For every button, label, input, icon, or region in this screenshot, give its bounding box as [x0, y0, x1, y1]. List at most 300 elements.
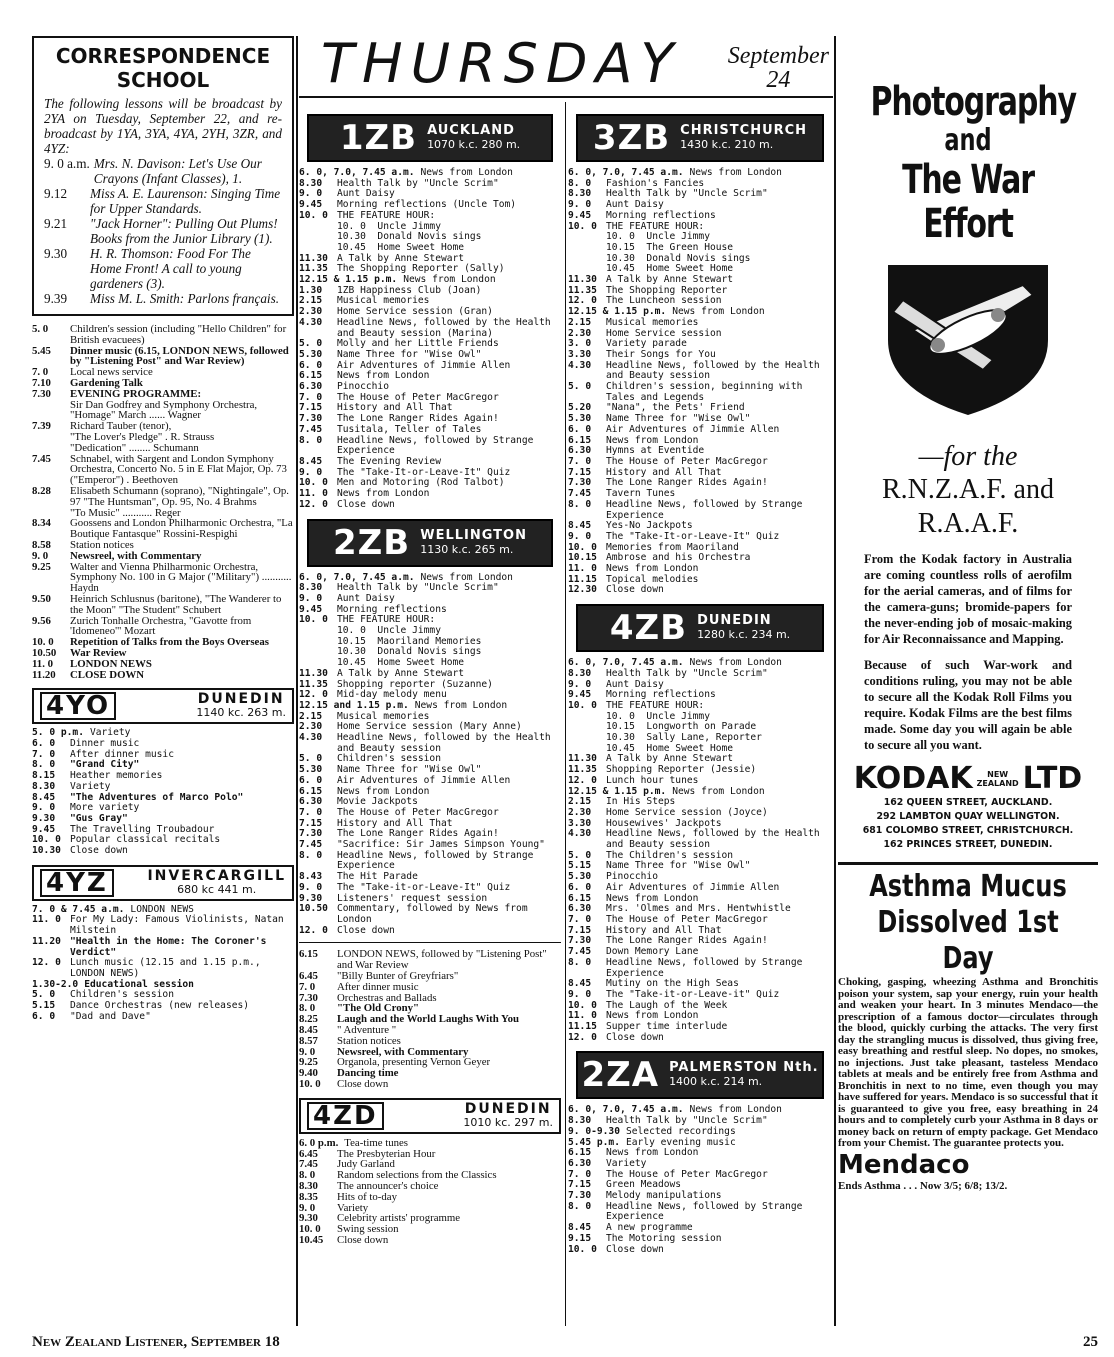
programme-time: 11.15: [568, 1021, 597, 1033]
programme-time: 10.15: [568, 552, 597, 564]
4zd-programme-list: [299, 1138, 561, 1246]
programme-title: The Motoring session: [606, 1232, 722, 1244]
programme-time: 12. 0: [568, 1031, 597, 1043]
programme-time: 5. 0: [568, 381, 592, 393]
programme-time: [299, 647, 337, 658]
programme-title: Variety: [337, 1201, 369, 1214]
column-rule: [565, 102, 566, 1326]
programme-time: 6. 0: [299, 774, 323, 786]
station-header-4zd: [299, 1098, 561, 1134]
lesson-item: [44, 246, 282, 291]
programme-title: " Adventure ": [337, 1023, 397, 1036]
programme-item: [32, 659, 294, 670]
programme-title: "The Lover's Pledge" . R. Strauss: [70, 430, 215, 443]
programme-time: 7.30: [299, 991, 318, 1004]
programme-time: 1.30: [299, 284, 323, 296]
programme-time: 10.30: [32, 845, 61, 857]
kodak-nz-2: ZEALAND: [976, 778, 1019, 788]
programme-title: Lunch hour tunes: [606, 774, 699, 786]
programme-time: 8.30: [568, 1115, 592, 1127]
programme-title: News from London: [420, 571, 513, 583]
2zb-programme-list: [299, 573, 561, 937]
programme-title: The Shopping Reporter (Sally): [337, 263, 505, 275]
programme-time: 7.15: [568, 924, 592, 936]
programme-time: 8.34: [32, 517, 51, 530]
programme-time: 9.45: [568, 209, 592, 221]
programme-time: [568, 232, 606, 243]
programme-title: Aunt Daisy: [337, 188, 395, 200]
programme-time: 8.58: [32, 538, 51, 551]
programme-time: 10. 0: [568, 1243, 597, 1255]
programme-title: Air Adventures of Jimmie Allen: [606, 423, 780, 435]
programme-time: 12. 0: [299, 498, 328, 510]
programme-time: 10. 0: [568, 541, 597, 553]
programme-title: Aunt Daisy: [606, 678, 664, 690]
programme-time: 7.45: [299, 1158, 318, 1171]
programme-title: "Dedication" ........ Schumann: [70, 441, 199, 454]
programme-title: In His Steps: [606, 796, 676, 808]
programme-item: [299, 594, 561, 605]
programme-time: 9.56: [32, 614, 51, 627]
programme-title: "Homage" March ...... Wagner: [70, 409, 201, 422]
programme-time: 9.25: [299, 1056, 318, 1069]
day-header: [299, 32, 833, 98]
programme-time: 7. 0: [568, 1168, 592, 1180]
programme-title: Musical memories: [337, 710, 430, 722]
programme-time: 7.15: [299, 402, 323, 414]
programme-title: The Luncheon session: [606, 295, 722, 307]
programme-time: 6. 0, 7.0, 7.45 a.m.: [568, 167, 684, 178]
programme-title: Headline News, followed by Strange Experience: [606, 498, 809, 521]
programme-item: [299, 776, 561, 787]
programme-time: 9. 0: [568, 678, 592, 690]
programme-title: Tusitala, Teller of Tales: [337, 423, 482, 435]
programme-time: 12. 0: [299, 924, 328, 936]
programme-time: 9. 0: [568, 988, 592, 1000]
programme-title: More variety: [70, 802, 140, 814]
station-call-sign: 4YZ: [40, 869, 114, 897]
programme-time: 8.25: [299, 1013, 318, 1026]
programme-title: Repetition of Talks from the Boys Overseas: [70, 636, 269, 649]
programme-title: Newsreel, with Commentary: [70, 549, 202, 562]
station-frequency: 1140 kc. 263 m.: [196, 706, 286, 720]
programme-title: The House of Peter MacGregor: [337, 391, 499, 403]
kodak-brand: KODAK: [853, 761, 973, 796]
programme-title: Name Three for "Wise Owl": [606, 860, 751, 872]
column-3: [568, 110, 832, 1255]
station-frequency: 1400 k.c. 214 m.: [669, 1075, 763, 1089]
programme-time: [299, 626, 337, 637]
day-month: September: [727, 43, 829, 69]
programme-item: [568, 669, 832, 680]
programme-time: 6. 0, 7.0, 7.45 a.m.: [299, 571, 415, 583]
programme-title: 10.15 Maoriland Memories: [337, 635, 482, 647]
programme-time: 6.15: [299, 370, 323, 382]
programme-time: 6. 0, 7.0, 7.45 a.m.: [568, 1104, 684, 1116]
programme-title: Judy Garland: [337, 1158, 395, 1171]
programme-time: 8.28: [32, 484, 51, 497]
programme-time: 9.30: [32, 812, 56, 824]
bomber-shield-icon: [883, 260, 1053, 420]
programme-time: 3. 0: [568, 338, 592, 350]
programme-title: News from London: [414, 699, 508, 711]
programme-title: Health Talk by "Uncle Scrim": [606, 188, 768, 200]
programme-time: 6. 0: [32, 738, 56, 749]
programme-time: 11.30: [568, 274, 597, 286]
programme-time: [32, 432, 70, 443]
programme-title: Educational session: [84, 978, 194, 990]
programme-time: 1.30-2.0: [32, 978, 79, 990]
programme-title: A Talk by Anne Stewart: [337, 252, 465, 264]
ad-headline: Photography: [870, 79, 1076, 125]
programme-time: 12.15 and 1.15 p.m.: [299, 699, 409, 711]
programme-time: 3.30: [568, 348, 592, 360]
programme-title: Health Talk by "Uncle Scrim": [606, 667, 768, 679]
correspondence-intro: The following lessons will be broadcast by 2YA on Tuesday, September 22, and re-broadcast by 1YA, 3YA, 4YA, 2YH, 3ZR, and 4YZ:: [44, 96, 282, 156]
programme-time: 6.15: [568, 434, 592, 446]
station-call-sign: 3ZB: [592, 118, 671, 158]
programme-title: Children's session, beginning with Tales and Legends: [606, 381, 809, 403]
programme-time: 10. 0: [299, 1223, 321, 1236]
programme-time: 8.30: [299, 177, 323, 189]
programme-time: 7.45: [299, 423, 323, 435]
programme-title: Their Songs for You: [606, 348, 716, 360]
programme-time: 7. 0: [299, 391, 323, 403]
lesson-item: [44, 291, 282, 306]
station-frequency: 1070 k.c. 280 m.: [427, 138, 521, 151]
programme-title: Headline News, followed by Strange Experience: [606, 1200, 809, 1223]
day-title: THURSDAY: [321, 32, 682, 95]
2za-programme-list: [568, 1105, 832, 1255]
programme-title: Dinner music (6.15, LONDON NEWS, followed by "Listening Post" and War Review): [70, 344, 292, 368]
correspondence-school-box: [32, 36, 294, 316]
programme-title: Health Talk by "Uncle Scrim": [337, 582, 499, 594]
programme-time: 7. 0: [32, 748, 56, 760]
programme-time: 8. 0: [299, 434, 323, 446]
ad-for-the: —for the: [918, 441, 1018, 472]
programme-time: 8. 0: [32, 759, 56, 771]
programme-time: 4.30: [568, 828, 592, 840]
programme-time: 10.45: [299, 1233, 324, 1246]
programme-time: 8. 0: [299, 1169, 316, 1182]
programme-item: [568, 425, 832, 436]
programme-time: 6. 0: [568, 423, 592, 435]
programme-item: [568, 382, 832, 403]
programme-title: The Lone Ranger Rides Again!: [337, 828, 499, 840]
programme-time: 7.45: [568, 946, 592, 958]
programme-title: 1ZB Happiness Club (Joan): [337, 284, 482, 296]
programme-title: The Lone Ranger Rides Again!: [606, 935, 768, 947]
programme-title: News from London: [337, 370, 430, 382]
programme-item: [32, 915, 294, 936]
programme-time: [568, 712, 606, 723]
programme-time: 11. 0: [32, 657, 53, 670]
programme-title: Popular classical recitals: [70, 834, 221, 846]
programme-item: [299, 425, 561, 436]
programme-title: Close down: [337, 924, 395, 936]
station-call-sign: 2ZB: [333, 522, 411, 563]
programme-title: Health Talk by "Uncle Scrim": [337, 177, 499, 189]
programme-time: 9. 0: [32, 549, 49, 562]
programme-title: Health Talk by "Uncle Scrim": [606, 1115, 768, 1127]
programme-title: 10.45 Home Sweet Home: [337, 657, 465, 669]
programme-time: 8. 0: [568, 956, 592, 968]
programme-title: Heather memories: [70, 770, 163, 782]
programme-time: 6.45: [299, 1147, 318, 1160]
programme-title: Headline News, followed by the Health and Beauty session: [337, 732, 557, 754]
programme-title: Close down: [606, 584, 664, 596]
programme-time: 6. 0, 7.0, 7.45 a.m.: [568, 657, 684, 669]
mendaco-advertisement: [838, 862, 1098, 1192]
programme-time: [32, 443, 70, 454]
programme-time: 5.20: [568, 402, 592, 414]
programme-title: THE FEATURE HOUR:: [337, 209, 436, 221]
programme-item: [299, 1235, 561, 1246]
kodak-nz: [977, 770, 1019, 788]
programme-item: [568, 318, 832, 329]
programme-time: 9. 0: [299, 881, 323, 893]
programme-time: 8.30: [568, 667, 592, 679]
programme-title: History and All That: [337, 402, 453, 414]
lesson-text: H. R. Thomson: Food For The Home Front! A call to young gardeners (3).: [90, 246, 251, 291]
programme-time: 7. 0: [32, 366, 49, 379]
programme-time: 8.30: [32, 780, 56, 792]
programme-title: Station notices: [70, 538, 134, 551]
4yz-programme-list: [32, 905, 294, 1023]
programme-time: 6. 0: [32, 1010, 56, 1022]
programme-item: [32, 346, 294, 368]
programme-time: 9.25: [32, 560, 51, 573]
programme-title: The "Take-It-or-Leave-It" Quiz: [606, 530, 780, 542]
programme-title: Pinocchio: [337, 381, 389, 393]
programme-title: EVENING PROGRAMME:: [70, 387, 202, 400]
programme-title: A Talk by Anne Stewart: [606, 274, 734, 286]
programme-item: [568, 776, 832, 787]
station-city: DUNEDIN: [697, 613, 772, 629]
programme-time: 8.35: [299, 1190, 318, 1203]
programme-title: Housewives' Jackpots: [606, 817, 722, 829]
programme-time: 12. 0: [299, 689, 328, 701]
programme-time: [568, 254, 606, 265]
programme-time: 12. 0: [32, 957, 61, 969]
programme-time: 7. 0 & 7.45 a.m.: [32, 903, 125, 915]
programme-time: [299, 222, 337, 233]
programme-title: News from London: [689, 1104, 782, 1116]
programme-title: 10.45 Home Sweet Home: [337, 241, 465, 253]
programme-title: Green Meadows: [606, 1179, 682, 1191]
programme-title: Children's session: [337, 753, 441, 765]
programme-item: [32, 562, 294, 594]
programme-title: Goossens and London Philharmonic Orchestra, "La Boutique Fantasque" Rossini-Respighi: [70, 517, 296, 541]
programme-title: Hymns at Eventide: [606, 445, 705, 457]
lesson-item: [44, 156, 282, 186]
programme-title: "Grand City": [70, 759, 140, 771]
programme-title: The Travelling Troubadour: [70, 823, 215, 835]
programme-time: 2.15: [568, 316, 592, 328]
programme-time: 12.15 & 1.15 p.m.: [568, 306, 667, 318]
programme-title: Tea-time tunes: [344, 1136, 408, 1149]
programme-title: Tavern Tunes: [606, 488, 676, 500]
programme-title: Movie Jackpots: [337, 796, 418, 808]
programme-title: Aunt Daisy: [606, 199, 664, 211]
programme-title: News from London: [403, 274, 496, 286]
day-date: [728, 44, 829, 92]
station-city: DUNEDIN: [197, 691, 285, 708]
programme-time: 7.45: [299, 839, 323, 851]
programme-title: The Evening Review: [337, 455, 441, 467]
station-city: INVERCARGILL: [147, 867, 286, 884]
lesson-text: Miss M. L. Smith: Parlons français.: [90, 291, 280, 306]
programme-title: Swing session: [337, 1223, 399, 1236]
programme-time: 11.35: [568, 284, 597, 296]
kodak-logo: [838, 761, 1098, 796]
lesson-text: Miss A. E. Laurenson: Singing Time for Upper Standards.: [90, 186, 281, 216]
programme-title: Morning reflections (Uncle Tom): [337, 199, 517, 211]
station-frequency: 1010 kc. 297 m.: [463, 1115, 553, 1129]
programme-title: Name Three for "Wise Owl": [606, 413, 751, 425]
kodak-addresses: [838, 796, 1098, 852]
programme-title: Zurich Tonhalle Orchestra, "Gavotte from 'Idomeneo'" Mozart: [70, 614, 254, 638]
kodak-address: 292 LAMBTON QUAY WELLINGTON.: [876, 811, 1060, 822]
programme-title: Hits of to-day: [337, 1190, 397, 1203]
programme-time: 9.30: [299, 892, 323, 904]
station-banner-1zb: [307, 114, 553, 162]
programme-title: News from London: [420, 167, 513, 178]
programme-time: 8.45: [299, 455, 323, 467]
station-city: AUCKLAND: [427, 123, 515, 138]
column-rule: [834, 36, 836, 1326]
station-city: PALMERSTON Nth.: [669, 1060, 819, 1076]
programme-title: Fashion's Fancies: [606, 177, 705, 189]
programme-title: Gardening Talk: [70, 376, 143, 389]
programme-time: 9.30: [299, 1212, 318, 1225]
programme-time: 5.15: [568, 860, 592, 872]
programme-time: [299, 637, 337, 648]
programme-time: 5. 0 p.m.: [32, 727, 84, 739]
programme-title: Shopping reporter (Suzanne): [337, 678, 493, 690]
programme-time: 10.50: [299, 903, 328, 915]
programme-item: [299, 669, 561, 680]
programme-title: Lunch music (12.15 and 1.15 p.m., LONDON NEWS): [70, 957, 267, 979]
mendaco-brand: Mendaco: [838, 1149, 970, 1180]
ad-raaf: R.A.A.F.: [917, 508, 1019, 539]
programme-time: 11.30: [299, 667, 328, 679]
programme-item: [32, 616, 294, 638]
programme-title: Morning reflections: [337, 603, 447, 615]
programme-title: Down Memory Lane: [606, 946, 699, 958]
programme-time: 8. 0: [299, 849, 323, 861]
programme-title: "The Old Crony": [337, 1002, 419, 1015]
programme-item: [568, 883, 832, 894]
programme-time: 8. 0: [299, 1002, 316, 1015]
programme-time: 2.15: [299, 710, 323, 722]
programme-time: 8.57: [299, 1034, 318, 1047]
programme-title: Morning reflections: [606, 209, 716, 221]
programme-time: 7.10: [32, 376, 51, 389]
programme-item: [299, 733, 561, 754]
kodak-address: 162 QUEEN STREET, AUCKLAND.: [883, 797, 1053, 808]
programme-time: 3.30: [568, 817, 592, 829]
programme-time: 9. 0: [299, 188, 323, 200]
programme-time: 6. 0: [299, 359, 323, 371]
programme-item: [32, 389, 294, 400]
programme-time: 7.45: [568, 488, 592, 500]
programme-title: 10.45 Home Sweet Home: [606, 263, 734, 275]
mendaco-body: Choking, gasping, wheezing Asthma and Bronchitis poison your system, sap your energy, ruin your health and weaken your heart. In 3 minutes Mendaco—the prescription of a famous doctor—circulates through the blood, quickly curbing the attacks. The very first day the strangling mucus is dissolved, thus giving free, easy breathing and restful sleep. No dopes, no smokes, no injections. Just take pleasant, tasteless Mendaco tablets at meals and be entirely free from Asthma and Bronchitis in next to no time, even though you may have suffered for years. Mendaco is so successful that it is guaranteed to give you free, easy breathing in 24 hours and to completely curb your Asthma in 8 days or money back on return of empty package. Get Mendaco from your Chemist. The guarantee protects you.: [838, 976, 1098, 1149]
programme-title: Men and Motoring (Rod Talbot): [337, 477, 505, 489]
programme-title: Variety parade: [606, 338, 687, 350]
programme-time: [568, 243, 606, 254]
programme-title: Home Service session: [606, 327, 722, 339]
programme-title: Morning reflections: [606, 689, 716, 701]
programme-time: 6. 0: [568, 881, 592, 893]
station-call-sign: 4ZD: [307, 1102, 384, 1130]
programme-time: 4.30: [568, 359, 592, 371]
programme-title: 10. 0 Uncle Jimmy: [606, 710, 710, 722]
programme-title: News from London: [672, 785, 765, 797]
programme-title: Headline News, followed by Strange Experience: [606, 956, 809, 979]
programme-title: Melody manipulations: [606, 1190, 722, 1202]
programme-title: The "Take-It-or-Leave-It" Quiz: [337, 466, 511, 478]
programme-time: 6. 0 p.m.: [299, 1136, 339, 1149]
programme-title: Close down: [337, 498, 395, 510]
programme-title: Newsreel, with Commentary: [337, 1045, 469, 1058]
programme-item: [568, 532, 832, 543]
programme-time: 8.43: [299, 871, 323, 883]
programme-title: The Presbyterian Hour: [337, 1147, 436, 1160]
programme-title: News from London: [689, 167, 782, 178]
programme-time: 9.45: [299, 603, 323, 615]
programme-time: 8.45: [568, 520, 592, 532]
lesson-time: 9. 0 a.m.: [44, 156, 90, 171]
programme-item: [299, 318, 561, 339]
programme-time: 10. 0: [32, 636, 54, 649]
lesson-text: Mrs. N. Davison: Let's Use Our Crayons (Infant Classes), 1.: [93, 156, 262, 186]
programme-time: 5. 0: [299, 338, 323, 350]
correspondence-title-2: SCHOOL: [116, 68, 210, 92]
programme-title: Musical memories: [337, 295, 430, 307]
programme-item: [568, 1202, 832, 1223]
programme-time: 9. 0: [32, 802, 56, 814]
programme-title: News from London: [606, 892, 699, 904]
programme-title: Home Service session (Joyce): [606, 806, 768, 818]
programme-title: LONDON NEWS: [70, 657, 152, 670]
programme-title: The "Take-it-or-Leave-it" Quiz: [606, 988, 780, 1000]
programme-time: 5. 0: [299, 753, 323, 765]
programme-item: [568, 361, 832, 382]
programme-title: Children's session: [70, 989, 174, 1001]
programme-title: "Nana", the Pets' Friend: [606, 402, 745, 414]
programme-title: CLOSE DOWN: [70, 668, 145, 681]
programme-time: 8.45: [32, 791, 56, 803]
programme-time: 5.15: [32, 1000, 56, 1012]
programme-time: [32, 400, 70, 411]
programme-item: [32, 670, 294, 681]
programme-time: 11. 0: [568, 1010, 597, 1022]
kodak-advertisement: [838, 80, 1098, 852]
programme-item: [32, 958, 294, 979]
programme-title: A Talk by Anne Stewart: [606, 753, 734, 765]
programme-title: "The Adventures of Marco Polo": [70, 791, 244, 803]
station-header-4yo: [32, 688, 294, 724]
programme-time: 5. 0: [568, 849, 592, 861]
programme-title: "Billy Bunter of Greyfriars": [337, 970, 459, 982]
programme-title: Variety: [89, 727, 131, 739]
programme-title: For My Lady: Famous Violinists, Natan Milstein: [70, 914, 290, 937]
programme-title: Dance Orchestras (new releases): [70, 1000, 250, 1012]
programme-title: The Lone Ranger Rides Again!: [337, 413, 499, 425]
4yo-programme-list: [32, 728, 294, 856]
